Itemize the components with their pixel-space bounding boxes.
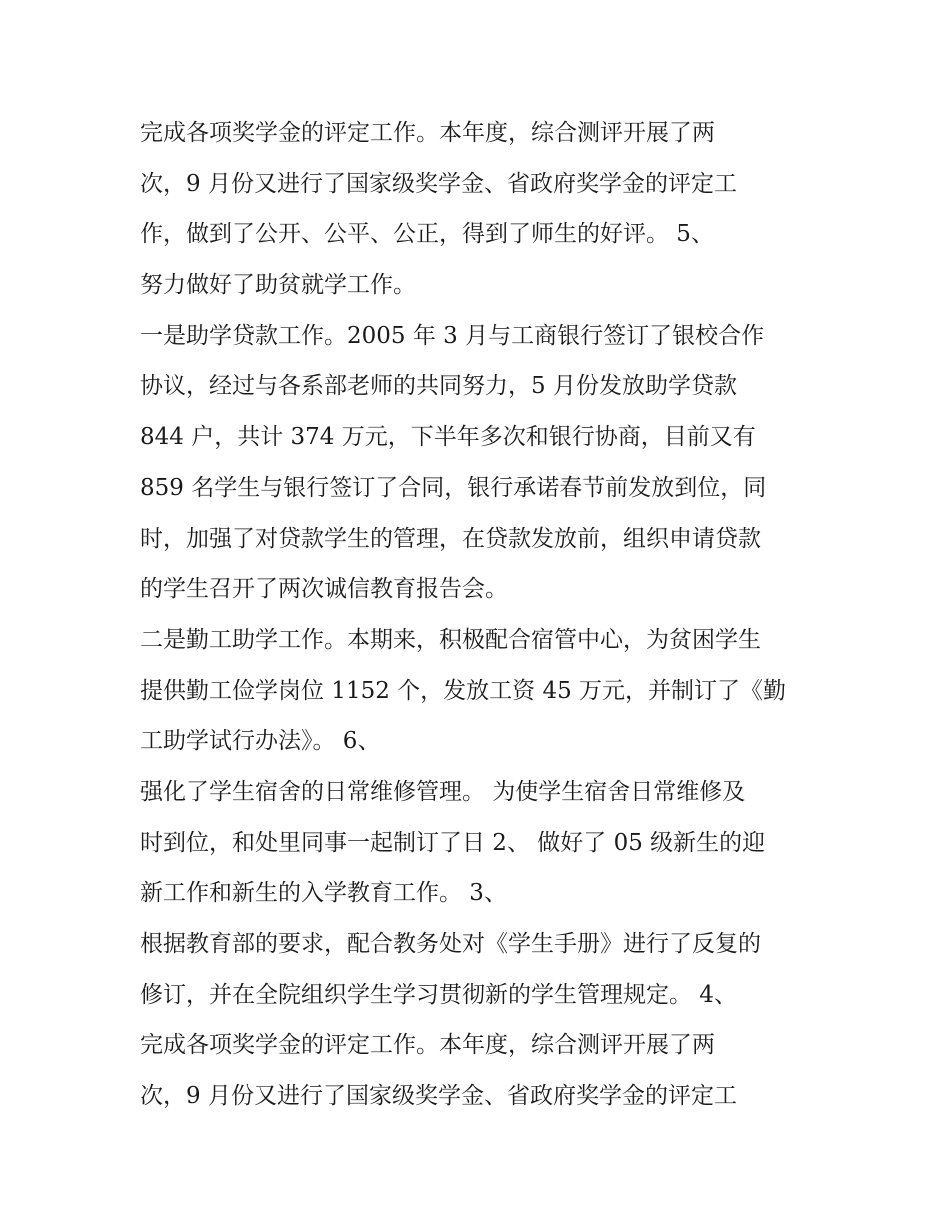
text-line: 工助学试行办法》。 6、 (140, 728, 381, 755)
text-line: 强化了学生宿舍的日常维修管理。 为使学生宿舍日常维修及 (140, 778, 746, 805)
text-line: 一是助学贷款工作。2005 年 3 月与工商银行签订了银校合作 (140, 322, 765, 349)
text-line: 次，9 月份又进行了国家级奖学金、省政府奖学金的评定工 (140, 170, 737, 197)
text-line: 完成各项奖学金的评定工作。本年度，综合测评开展了两 (140, 120, 715, 146)
text-line: 完成各项奖学金的评定工作。本年度，综合测评开展了两 (140, 1032, 715, 1059)
text-line: 844 户，共计 374 万元，下半年多次和银行协商，目前又有 (140, 424, 756, 451)
text-line: 努力做好了助贫就学工作。 (140, 272, 416, 299)
text-line: 时，加强了对贷款学生的管理，在贷款发放前，组织申请贷款 (140, 525, 761, 552)
text-line: 新工作和新生的入学教育工作。 3、 (140, 880, 507, 907)
text-line: 时到位，和处里同事一起制订了日 2、 做好了 05 级新生的迎 (140, 829, 766, 856)
text-line: 作，做到了公开、公平、公正，得到了师生的好评。 5、 (140, 221, 714, 248)
text-line: 协议，经过与各系部老师的共同努力，5 月份发放助学贷款 (140, 373, 737, 400)
text-line: 提供勤工俭学岗位 1152 个，发放工资 45 万元，并制订了《勤 (140, 677, 787, 704)
body-text (140, 108, 840, 1122)
text-line: 次，9 月份又进行了国家级奖学金、省政府奖学金的评定工 (140, 1083, 737, 1110)
text-line: 根据教育部的要求，配合教务处对《学生手册》进行了反复的 (140, 931, 761, 957)
text-line: 的学生召开了两次诚信教育报告会。 (140, 576, 508, 603)
text-line: 修订，并在全院组织学生学习贯彻新的学生管理规定。 4、 (140, 981, 737, 1008)
text-line: 二是勤工助学工作。本期来，积极配合宿管中心，为贫困学生 (140, 626, 761, 653)
text-line: 859 名学生与银行签订了合同，银行承诺春节前发放到位，同 (140, 474, 767, 501)
